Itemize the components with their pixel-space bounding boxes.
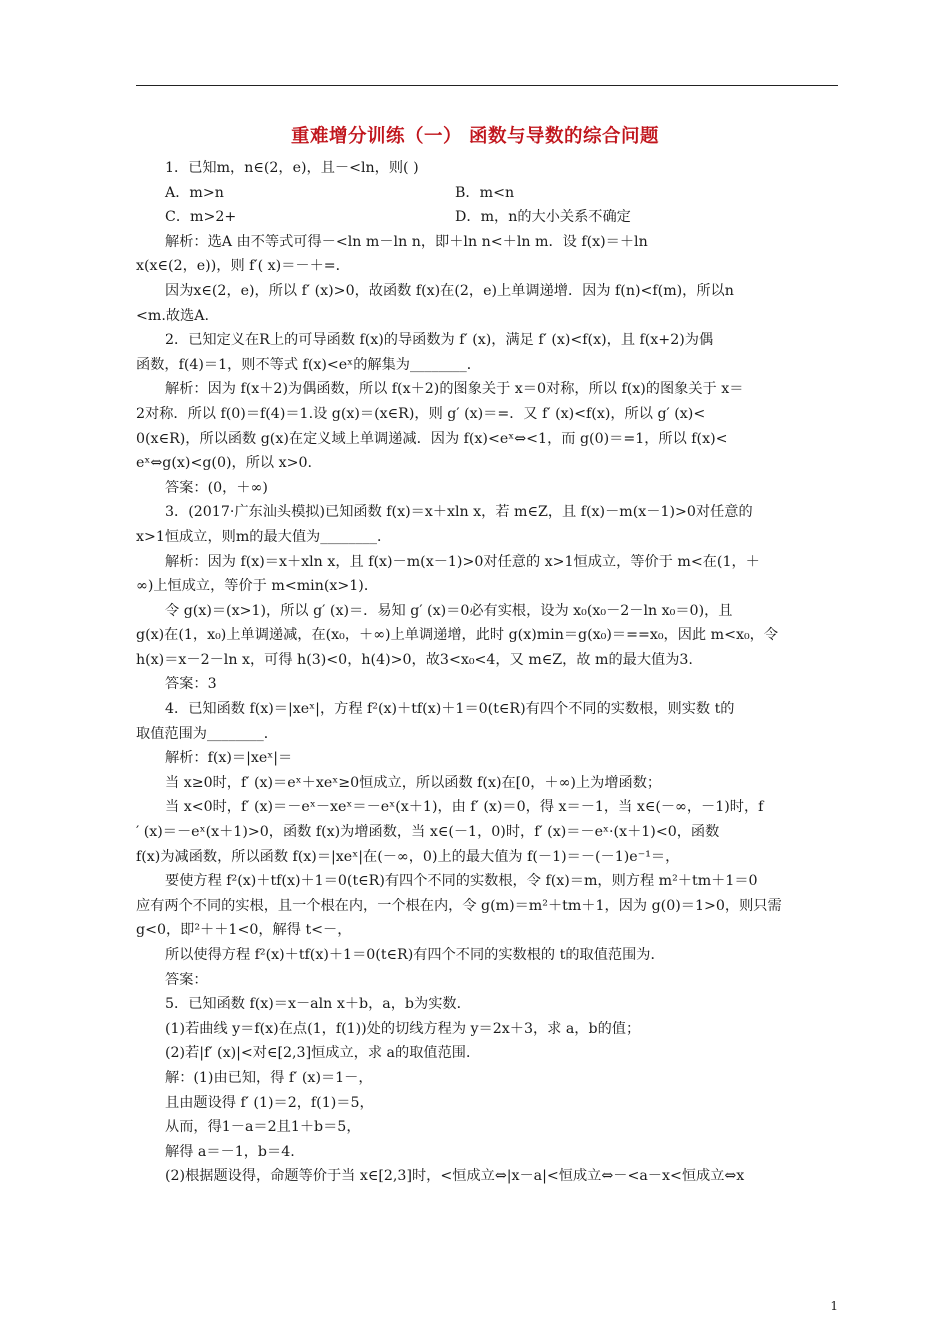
- option-left: C．m>2+: [165, 209, 237, 226]
- text-line: 要使方程 f²(x)＋tf(x)＋1＝0(t∈R)有四个不同的实数根，令 f(x)＝m，则方程 m²＋tm＋1＝0: [165, 873, 758, 890]
- text-line: 答案：(0，＋∞): [165, 479, 268, 496]
- text-line: (1)若曲线 y＝f(x)在点(1，f(1))处的切线方程为 y＝2x＋3，求 a，b的值；: [165, 1020, 641, 1037]
- text-line: (2)若|f′ (x)|<对∈[2,3]恒成立，求 a的取值范围．: [165, 1045, 481, 1062]
- page-title: 重难增分训练（一） 函数与导数的综合问题: [291, 126, 659, 147]
- text-line: 所以使得方程 f²(x)＋tf(x)＋1＝0(t∈R)有四个不同的实数根的 t的取值范围为．: [165, 947, 665, 963]
- header-rule: [136, 85, 838, 86]
- text-line: 2对称．所以 f(0)＝f(4)＝1.设 g(x)＝(x∈R)，则 g′ (x)＝=．又 f′ (x)<f(x)，所以 g′ (x)<: [136, 405, 706, 422]
- text-line: 令 g(x)＝(x>1)，所以 g′ (x)＝．易知 g′ (x)＝0必有实根，设为 x₀(x₀－2－ln x₀＝0)，且: [165, 602, 733, 619]
- text-line: 取值范围为________．: [136, 725, 278, 742]
- option-right: D．m，n的大小关系不确定: [455, 209, 631, 226]
- text-line: (2)根据题设得，命题等价于当 x∈[2,3]时，<恒成立⇔|x－a|<恒成立⇔－<a－x<恒成立⇔x: [165, 1168, 745, 1185]
- option-row: [136, 181, 838, 206]
- text-line: 当 x<0时，f′ (x)＝－eˣ－xeˣ＝－eˣ(x＋1)，由 f′ (x)＝0，得 x＝－1，当 x∈(－∞，－1)时，f: [165, 799, 764, 816]
- text-line: 3．(2017·广东汕头模拟)已知函数 f(x)＝x＋xln x，若 m∈Z，且 f(x)－m(x－1)>0对任意的: [165, 504, 753, 521]
- text-line: 且由题设得 f′ (1)＝2，f(1)＝5，: [165, 1094, 374, 1111]
- text-line: x>1恒成立，则m的最大值为________．: [136, 528, 392, 545]
- document-body: [136, 156, 838, 1189]
- text-line: 答案：3: [165, 676, 217, 693]
- text-line: 5．已知函数 f(x)＝x－aln x＋b，a，b为实数．: [165, 996, 471, 1013]
- text-line: 1．已知m，n∈(2，e)，且－<ln，则( ): [165, 160, 419, 176]
- text-line: 答案：: [165, 971, 208, 988]
- text-line: g<0，即²＋＋1<0，解得 t<－，: [136, 922, 352, 939]
- text-line: eˣ⇔g(x)<g(0)，所以 x>0.: [136, 455, 313, 472]
- option-right: B．m<n: [455, 184, 515, 201]
- text-line: 应有两个不同的实根，且一个根在内，一个根在内，令 g(m)＝m²＋tm＋1，因为 g(0)＝1>0，则只需: [136, 897, 782, 914]
- text-line: 解析：因为 f(x)＝x＋xln x，且 f(x)－m(x－1)>0对任意的 x>1恒成立，等价于 m<在(1，＋: [165, 553, 760, 570]
- text-line: 解析：f(x)＝|xeˣ|＝: [165, 750, 293, 767]
- text-line: 从而，得1－a＝2且1＋b＝5，: [165, 1119, 361, 1136]
- text-line: <m.故选A.: [136, 307, 209, 324]
- text-line: 解：(1)由已知，得 f′ (x)＝1－，: [165, 1069, 373, 1086]
- text-line: ∞)上恒成立，等价于 m<min(x>1)．: [136, 578, 379, 595]
- page-number: 1: [830, 1299, 838, 1313]
- text-line: 2．已知定义在R上的可导函数 f(x)的导函数为 f′ (x)，满足 f′ (x)<f(x)，且 f(x+2)为偶: [165, 332, 714, 349]
- text-line: 解析：因为 f(x＋2)为偶函数，所以 f(x＋2)的图象关于 x＝0对称，所以 f(x)的图象关于 x＝: [165, 381, 744, 398]
- text-line: 因为x∈(2，e)，所以 f′ (x)>0，故函数 f(x)在(2，e)上单调递增．因为 f(n)<f(m)，所以n: [165, 282, 734, 299]
- option-row: [136, 205, 838, 230]
- option-left: A．m>n: [165, 184, 224, 201]
- text-line: ′ (x)＝－eˣ(x＋1)>0，函数 f(x)为增函数，当 x∈(－1，0)时，f′ (x)＝－eˣ·(x＋1)<0，函数: [136, 824, 720, 841]
- text-line: 0(x∈R)，所以函数 g(x)在定义域上单调递减．因为 f(x)<eˣ⇔<1，而 g(0)＝=1，所以 f(x)<: [136, 430, 728, 447]
- text-line: 解得 a＝－1，b＝4.: [165, 1143, 295, 1160]
- text-line: 4．已知函数 f(x)＝|xeˣ|，方程 f²(x)＋tf(x)＋1＝0(t∈R)有四个不同的实数根，则实数 t的: [165, 701, 735, 718]
- text-line: 解析：选A 由不等式可得－<ln m－ln n，即＋ln n<＋ln m．设 f(x)＝＋ln: [165, 233, 648, 250]
- text-line: f(x)为减函数，所以函数 f(x)＝|xeˣ|在(－∞，0)上的最大值为 f(－1)＝－(－1)e⁻¹＝，: [136, 848, 680, 865]
- text-line: 当 x≥0时，f′ (x)＝eˣ＋xeˣ≥0恒成立，所以函数 f(x)在[0，＋∞)上为增函数；: [165, 774, 662, 791]
- text-line: 函数，f(4)＝1，则不等式 f(x)<eˣ的解集为________．: [136, 356, 481, 373]
- text-line: g(x)在(1，x₀)上单调递减，在(x₀，＋∞)上单调递增，此时 g(x)min＝g(x₀)＝==x₀，因此 m<x₀，令: [136, 627, 779, 644]
- text-line: x(x∈(2，e))，则 f′( x)＝－＋=．: [136, 258, 350, 275]
- text-line: h(x)＝x－2－ln x，可得 h(3)<0，h(4)>0，故3<x₀<4，又 m∈Z，故 m的最大值为3.: [136, 651, 693, 668]
